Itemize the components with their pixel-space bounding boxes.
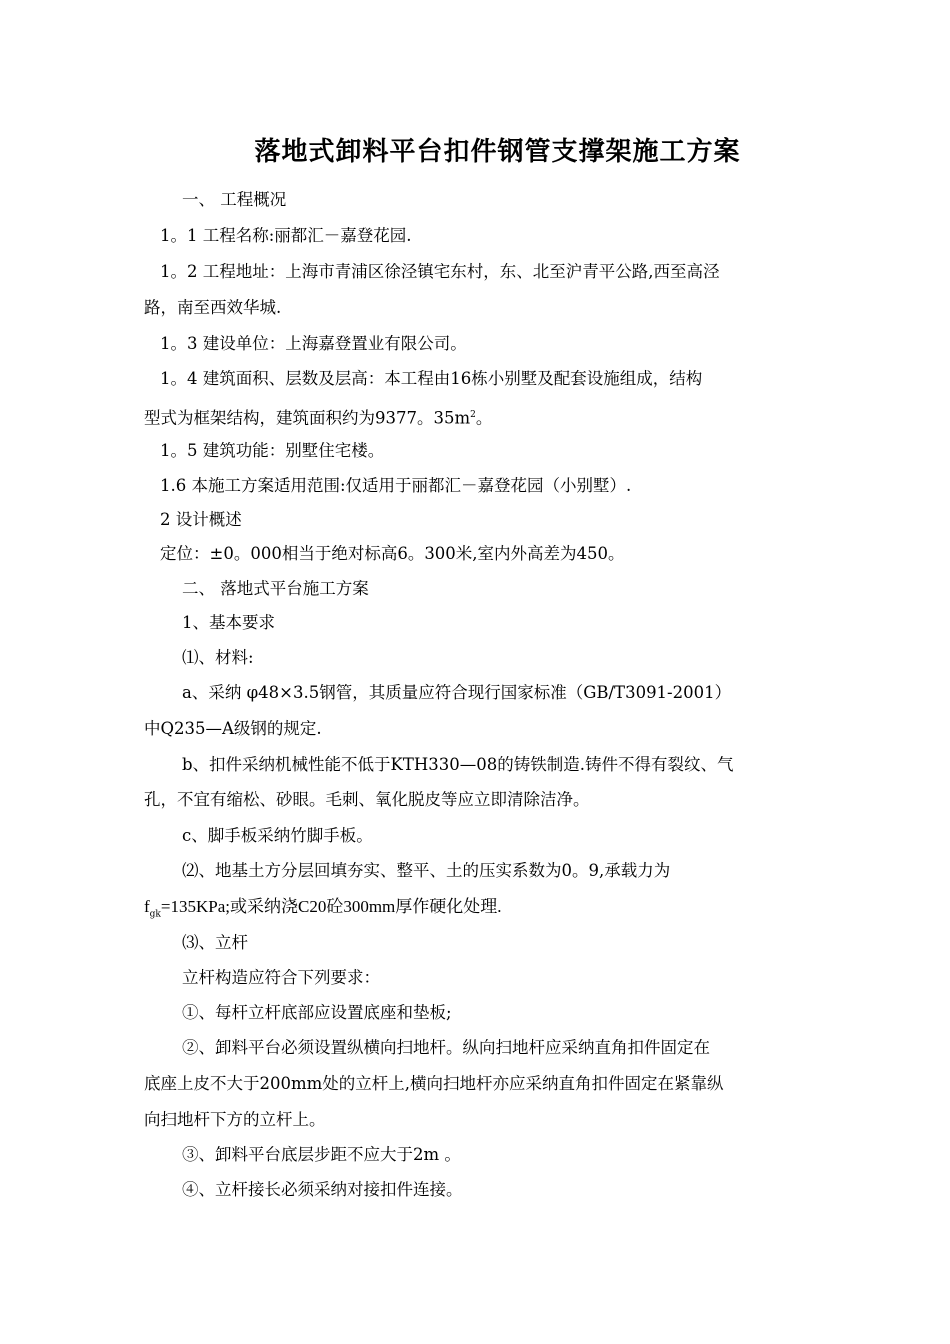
paragraph-line: 孔，不宜有缩松、砂眼。毛刺、氧化脱皮等应立即清除洁净。	[144, 790, 590, 809]
paragraph-line: ⑵、地基土方分层回填夯实、整平、土的压实系数为0。9,承载力为	[182, 861, 671, 880]
paragraph-line: 1。3 建设单位：上海嘉登置业有限公司。	[160, 334, 467, 353]
paragraph-line: ②、卸料平台必须设置纵横向扫地杆。纵向扫地杆应采纳直角扣件固定在	[182, 1038, 710, 1057]
symbol-f: f	[144, 897, 150, 916]
paragraph-line: ④、立杆接长必须采纳对接扣件连接。	[182, 1180, 463, 1199]
paragraph-line: 定位：±0。000相当于绝对标高6。300米,室内外高差为450。	[160, 544, 625, 563]
bearing-line	[144, 897, 502, 924]
paragraph-line: b、扣件采纳机械性能不低于KTH330—08的铸铁制造.铸件不得有裂纹、气	[182, 755, 734, 774]
paragraph-line: 底座上皮不大于200mm处的立杆上,横向扫地杆亦应采纳直角扣件固定在紧靠纵	[144, 1074, 724, 1093]
paragraph-line: 立杆构造应符合下列要求：	[182, 968, 380, 987]
area-line	[144, 405, 492, 429]
section-heading-3: 二、 落地式平台施工方案	[182, 579, 369, 598]
paragraph-line: 路，南至西效华城.	[144, 298, 282, 317]
area-tail: 。	[475, 408, 493, 428]
section-heading-1: 一、 工程概况	[182, 190, 287, 209]
paragraph-line: c、脚手板采纳竹脚手板。	[182, 826, 373, 845]
paragraph-line: 1。1 工程名称:丽都汇－嘉登花园.	[160, 226, 412, 245]
paragraph-line: 中Q235—A级钢的规定.	[144, 719, 322, 738]
bearing-text: =135KPa;或采纳浇C20砼300mm厚作硬化处理.	[160, 897, 502, 916]
paragraph-line: 1、基本要求	[182, 613, 275, 632]
paragraph-line: 1。5 建筑功能：别墅住宅楼。	[160, 441, 385, 460]
paragraph-line: ⑶、立杆	[182, 933, 248, 952]
section-heading-2: 2 设计概述	[160, 510, 242, 529]
paragraph-line: 1。4 建筑面积、层数及层高：本工程由16栋小别墅及配套设施组成，结构	[160, 369, 703, 388]
area-text: 型式为框架结构，建筑面积约为9377。35m	[144, 408, 471, 428]
document-title: 落地式卸料平台扣件钢管支撑架施工方案	[254, 137, 741, 167]
superscript: 2	[470, 410, 476, 420]
paragraph-line: ⑴、材料:	[182, 648, 254, 667]
paragraph-line: 1。2 工程地址：上海市青浦区徐泾镇宅东村，东、北至沪青平公路,西至高泾	[160, 262, 720, 281]
paragraph-line: 向扫地杆下方的立杆上。	[144, 1110, 326, 1129]
paragraph-line: ①、每杆立杆底部应设置底座和垫板;	[182, 1003, 452, 1022]
paragraph-line: 1.6 本施工方案适用范围:仅适用于丽都汇－嘉登花园（小别墅）.	[160, 476, 632, 495]
paragraph-line: ③、卸料平台底层步距不应大于2m 。	[182, 1145, 461, 1164]
paragraph-line: a、采纳 φ48×3.5钢管，其质量应符合现行国家标准（GB/T3091-2001）	[182, 683, 732, 702]
subscript: gk	[149, 909, 161, 920]
